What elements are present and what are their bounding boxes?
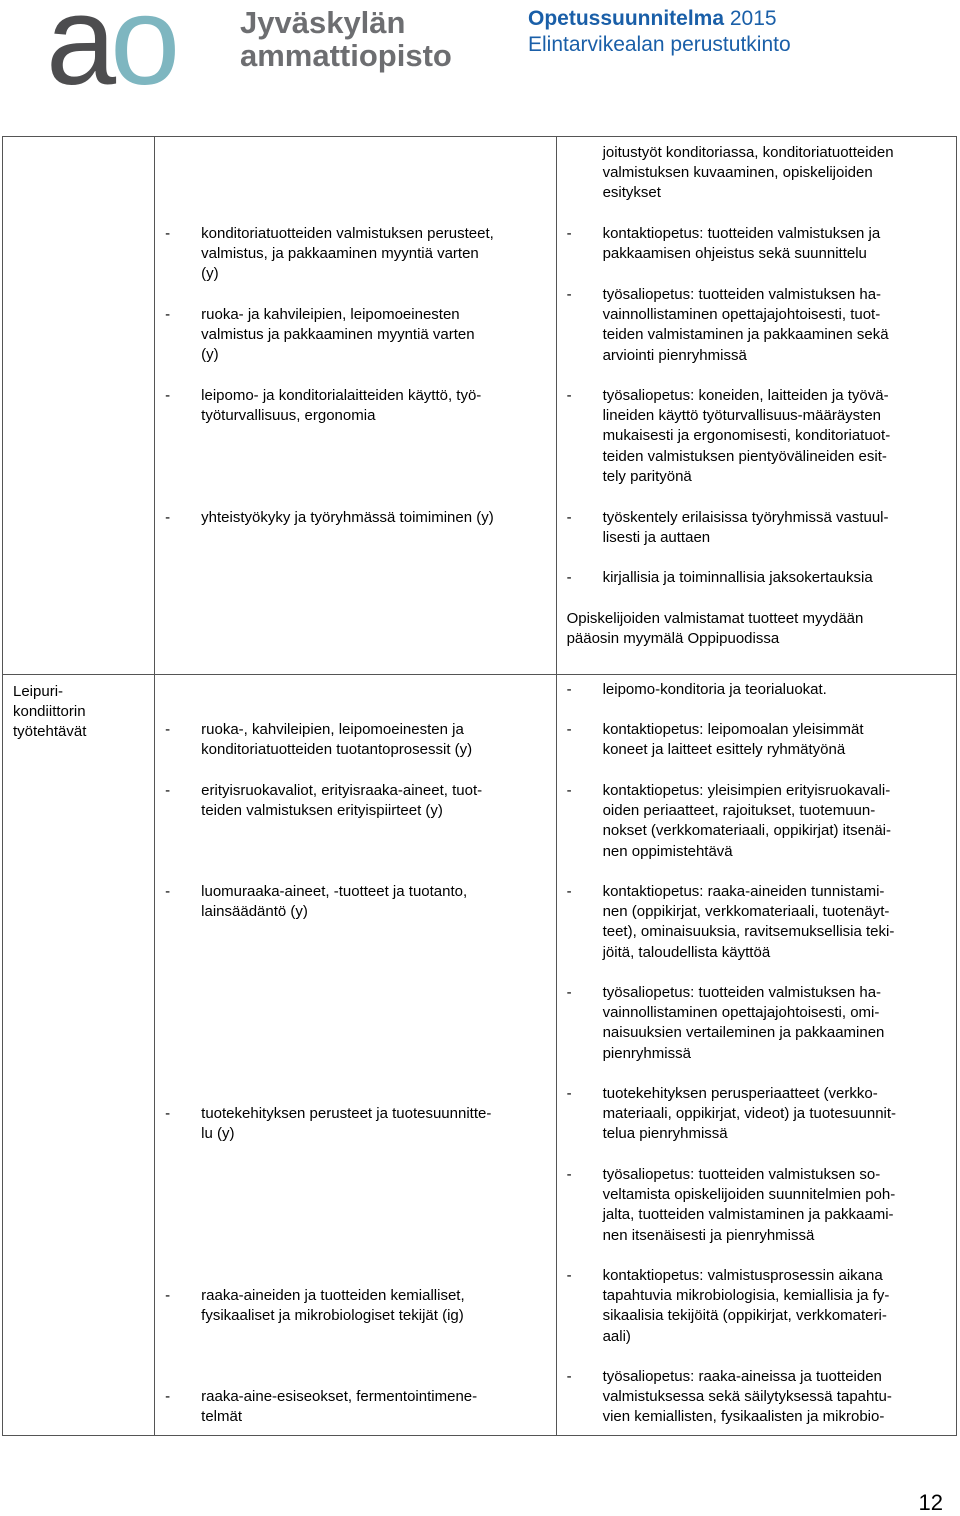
list-item-text — [603, 386, 946, 487]
list-item — [165, 386, 547, 426]
text-line: vien kemiallisten, fysikaalisten ja mikrobio- — [602, 1408, 885, 1426]
list-item — [567, 508, 946, 548]
list-item-text — [603, 1367, 946, 1428]
text-line: työsaliopetus: koneiden, laitteiden ja työvä- — [602, 387, 889, 404]
text-line: ruoka-, kahvileipien, leipomoeinesten ja — [201, 721, 464, 738]
text-line: vainnollistaminen opettajajohtoisesti, tuot- — [602, 306, 881, 324]
intro-text — [603, 143, 946, 204]
text-line: Leipuri- — [13, 683, 64, 700]
cell-topic — [3, 675, 155, 1436]
cell-methods — [556, 137, 956, 675]
list-item — [165, 224, 547, 285]
text-line: raaka-aineiden ja tuotteiden kemialliset, — [201, 1287, 465, 1304]
cell-topic — [3, 137, 155, 675]
list-item-text — [201, 1286, 547, 1326]
list-item-text — [603, 781, 946, 862]
text-line: telua pienryhmissä — [602, 1125, 728, 1143]
bullet-dash: - — [566, 1267, 572, 1284]
bullet-dash: - — [165, 387, 171, 404]
text-line: tuotekehityksen perusperiaatteet (verkko- — [602, 1085, 878, 1102]
list-item — [567, 1266, 946, 1347]
table-row — [3, 675, 957, 1436]
logo-line-2: ammattiopisto — [240, 38, 452, 73]
page-number: 12 — [918, 1490, 943, 1515]
text-line: kondiittorin — [13, 703, 86, 721]
text-line: valmistus ja pakkaaminen myyntiä varten — [201, 326, 475, 344]
bullet-dash: - — [566, 782, 572, 799]
list-item — [567, 680, 946, 700]
page-header — [0, 0, 960, 110]
list-item — [567, 1165, 946, 1246]
document-subtitle: Elintarvikealan perustutkinto — [528, 33, 791, 56]
list-item-text — [603, 508, 946, 548]
text-line: kirjallisia ja toiminnallisia jaksokertauksia — [602, 569, 873, 586]
text-line: joitustyöt konditoriassa, konditoriatuotteiden — [602, 144, 894, 161]
text-line: valmistuksessa sekä säilytyksessä tapahtu- — [602, 1388, 892, 1406]
text-line: työsaliopetus: tuotteiden valmistuksen ha- — [602, 286, 882, 303]
list-item — [567, 1084, 946, 1145]
text-line: sikaalisia tekijöitä (oppikirjat, verkkomateri- — [602, 1307, 887, 1325]
list-item — [567, 983, 946, 1064]
list-item — [567, 568, 946, 588]
bullet-dash: - — [165, 225, 171, 242]
bullet-dash: - — [566, 984, 572, 1001]
text-line: yhteistyökyky ja työryhmässä toimiminen (y) — [201, 509, 494, 526]
text-line: koneet ja laitteet esittely ryhmätyönä — [602, 741, 846, 759]
table-row — [3, 137, 957, 675]
text-line: aali) — [602, 1327, 631, 1345]
list-item — [165, 305, 547, 366]
list-item-text — [201, 386, 547, 426]
list-item — [567, 781, 946, 862]
list-item — [165, 1104, 547, 1144]
text-line: fysikaaliset ja mikrobiologiset tekijät (ig) — [201, 1307, 464, 1325]
list-item-text — [603, 285, 946, 366]
list-item — [165, 720, 547, 760]
text-line: nen (oppikirjat, verkkomateriaali, tuotenäyt- — [602, 903, 890, 921]
text-line: pääosin myymälä Oppipuodissa — [566, 630, 780, 648]
text-line: kontaktiopetus: valmistusprosessin aikana — [602, 1267, 883, 1284]
list-item-text — [603, 882, 946, 963]
bullet-dash: - — [566, 225, 572, 242]
text-line: jöitä, taloudellista käyttöä — [602, 943, 771, 961]
list-item — [165, 781, 547, 821]
text-line: oiden periaatteet, rajoitukset, tuotemuun- — [602, 802, 876, 820]
bullet-dash: - — [165, 509, 171, 526]
bullet-dash: - — [165, 306, 171, 323]
list-item-text — [201, 508, 547, 528]
text-line: teet), ominaisuuksia, ravitsemuksellisia teki- — [602, 923, 895, 941]
text-line: työskentely erilaisissa työryhmissä vastuul- — [602, 509, 889, 526]
note-text — [567, 609, 946, 649]
text-line: leipomo-konditoria ja teorialuokat. — [602, 681, 827, 698]
logo-line-1: Jyväskylän — [240, 5, 406, 40]
bullet-dash: - — [566, 1166, 572, 1183]
list-item — [567, 1367, 946, 1428]
text-line: naisuuksien vertaileminen ja pakkaaminen — [602, 1024, 885, 1042]
text-line: vainnollistaminen opettajajohtoisesti, omi- — [602, 1004, 880, 1022]
list-item-text — [603, 720, 946, 760]
list-item-text — [603, 1084, 946, 1145]
text-line: jalta, tuotteiden valmistaminen ja pakkaami- — [602, 1206, 894, 1224]
list-item — [165, 1286, 547, 1326]
text-line: Opiskelijoiden valmistamat tuotteet myydään — [566, 610, 864, 627]
bullet-dash: - — [566, 509, 572, 526]
text-line: nen oppimistehtävä — [602, 842, 733, 860]
text-line: kontaktiopetus: tuotteiden valmistuksen ja — [602, 225, 881, 242]
cell-content — [155, 137, 556, 675]
curriculum-table — [2, 136, 957, 1436]
text-line: leipomo- ja konditorialaitteiden käyttö, työ- — [201, 387, 482, 404]
text-line: työsaliopetus: raaka-aineissa ja tuotteiden — [602, 1368, 882, 1385]
text-line: lineiden käyttö työturvallisuus-määräysten — [602, 407, 882, 425]
list-item-text — [201, 224, 547, 285]
cell-methods — [556, 675, 956, 1436]
bullet-dash: - — [566, 387, 572, 404]
text-line: tuotekehityksen perusteet ja tuotesuunnitte- — [201, 1105, 492, 1122]
bullet-dash: - — [566, 1085, 572, 1102]
text-line: mukaisesti ja ergonomisesti, konditoriatuot- — [602, 427, 891, 445]
list-item-text — [201, 882, 547, 922]
list-item-text — [603, 983, 946, 1064]
text-line: kontaktiopetus: yleisimpien erityisruokavali- — [602, 782, 891, 799]
bullet-dash: - — [566, 286, 572, 303]
bullet-dash: - — [165, 721, 171, 738]
document-title — [528, 6, 791, 58]
logo-wordmark — [240, 6, 452, 72]
bullet-dash: - — [165, 883, 171, 900]
text-line: telmät — [201, 1408, 243, 1426]
text-line: ruoka- ja kahvileipien, leipomoeinesten — [201, 306, 460, 323]
text-line: raaka-aine-esiseokset, fermentointimene- — [201, 1388, 478, 1405]
bullet-dash: - — [165, 1388, 171, 1405]
list-item — [567, 285, 946, 366]
bullet-dash: - — [566, 681, 572, 698]
list-item — [567, 882, 946, 963]
bullet-dash: - — [566, 883, 572, 900]
list-item — [567, 720, 946, 760]
text-line: teiden valmistuksen pientyövälineiden esit- — [602, 447, 887, 465]
bullet-dash: - — [165, 1105, 171, 1122]
text-line: konditoriatuotteiden valmistuksen perusteet, — [201, 225, 494, 242]
text-line: nokset (verkkomateriaali, oppikirjat) itsenäi- — [602, 822, 892, 840]
text-line: konditoriatuotteiden tuotantoprosessit (y) — [201, 741, 473, 759]
row-label — [13, 682, 133, 743]
logo-mark: ao — [46, 0, 175, 111]
list-item-text — [201, 781, 547, 821]
text-line: luomuraaka-aineet, -tuotteet ja tuotanto, — [201, 883, 468, 900]
text-line: arviointi pienryhmissä — [602, 346, 747, 364]
text-line: tapahtuvia mikrobiologisia, kemiallisia ja fy- — [602, 1287, 890, 1305]
title-year: 2015 — [724, 7, 777, 30]
text-line: lisesti ja auttaen — [602, 529, 711, 547]
text-line: kontaktiopetus: raaka-aineiden tunnistami- — [602, 883, 885, 900]
text-line: työsaliopetus: tuotteiden valmistuksen so- — [602, 1166, 881, 1183]
text-line: teiden valmistaminen ja pakkaaminen sekä — [602, 326, 889, 344]
text-line: lainsäädäntö (y) — [201, 903, 308, 921]
list-item-text — [201, 305, 547, 366]
text-line: tely parityönä — [602, 467, 692, 485]
list-item-text — [603, 568, 946, 588]
text-line: pienryhmissä — [602, 1044, 691, 1062]
list-item-text — [603, 1165, 946, 1246]
bullet-dash: - — [566, 569, 572, 586]
text-line: materiaali, oppikirjat, videot) ja tuotesuunnit- — [602, 1105, 897, 1123]
text-line: (y) — [201, 265, 219, 283]
text-line: erityisruokavaliot, erityisraaka-aineet, tuot- — [201, 782, 483, 799]
list-item-text — [603, 680, 946, 700]
text-line: teiden valmistuksen erityispiirteet (y) — [201, 802, 443, 820]
text-line: valmistuksen kuvaaminen, opiskelijoiden — [602, 164, 873, 182]
text-line: valmistus, ja pakkaaminen myyntiä varten — [201, 245, 479, 263]
list-item-text — [603, 224, 946, 264]
cell-content — [155, 675, 556, 1436]
list-item — [165, 1387, 547, 1427]
list-item — [567, 386, 946, 487]
title-main: Opetussuunnitelma — [528, 7, 725, 30]
text-line: esitykset — [602, 184, 661, 202]
list-item — [165, 882, 547, 922]
bullet-dash: - — [566, 721, 572, 738]
bullet-dash: - — [165, 782, 171, 799]
bullet-dash: - — [165, 1287, 171, 1304]
list-item — [567, 224, 946, 264]
text-line: työtehtävät — [13, 723, 87, 741]
text-line: työturvallisuus, ergonomia — [201, 407, 376, 425]
list-item — [165, 508, 547, 528]
list-item-text — [201, 720, 547, 760]
text-line: nen itsenäisesti ja pienryhmissä — [602, 1226, 815, 1244]
list-item-text — [201, 1104, 547, 1144]
list-item-text — [603, 1266, 946, 1347]
text-line: kontaktiopetus: leipomoalan yleisimmät — [602, 721, 864, 738]
text-line: veltamista opiskelijoiden suunnitelmien poh- — [602, 1186, 896, 1204]
text-line: työsaliopetus: tuotteiden valmistuksen ha- — [602, 984, 882, 1001]
list-item-text — [201, 1387, 547, 1427]
text-line: (y) — [201, 346, 219, 364]
bullet-dash: - — [566, 1368, 572, 1385]
text-line: lu (y) — [201, 1125, 235, 1143]
text-line: pakkaamisen ohjeistus sekä suunnittelu — [602, 245, 867, 263]
